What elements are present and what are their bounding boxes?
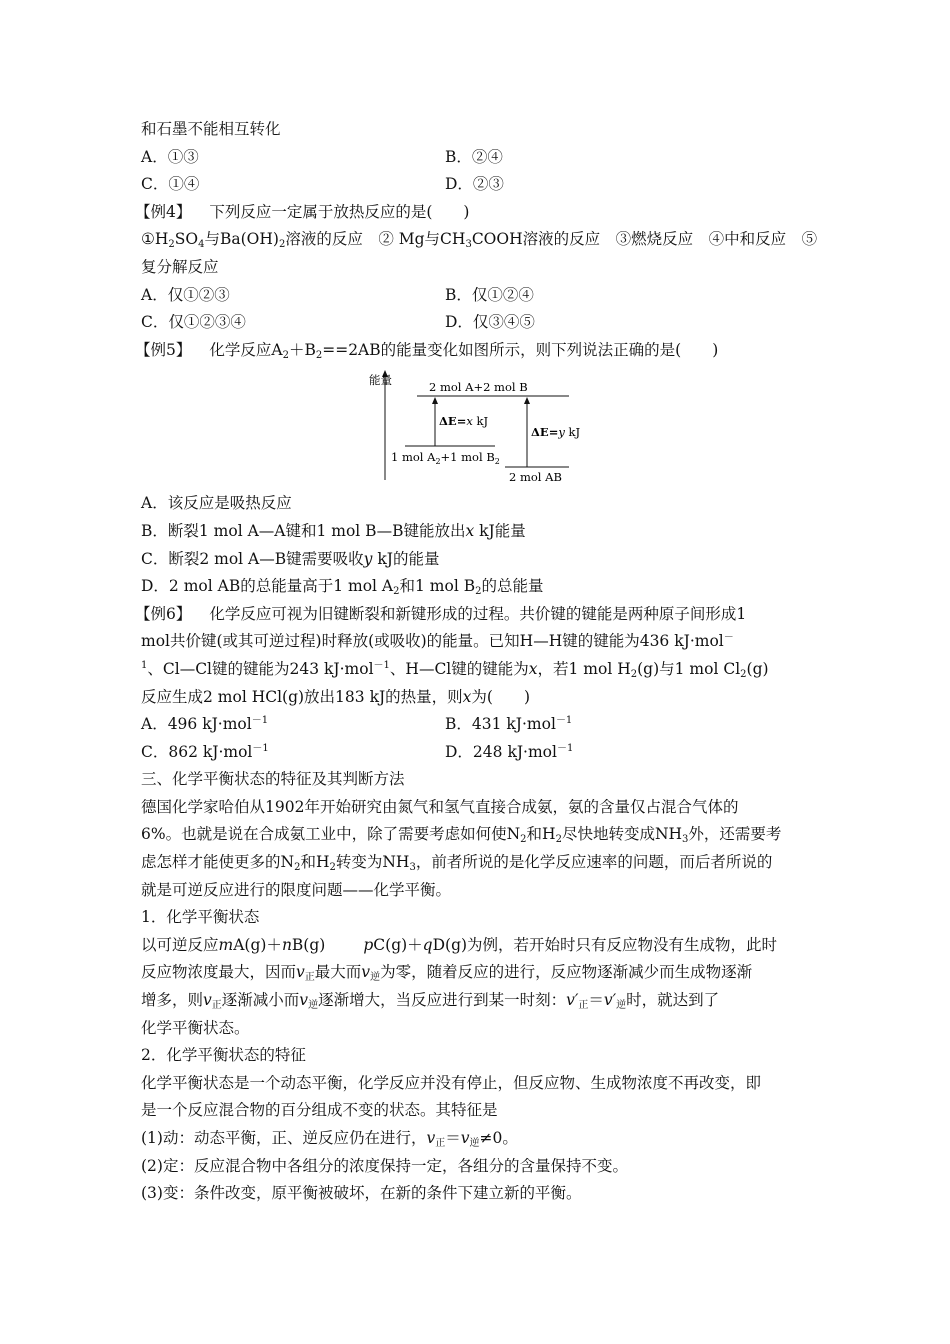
sec3-p2-line4: 化学平衡状态。 — [141, 1018, 250, 1037]
ex6-option-c: C．862 kJ·mol$^{-1}$ — [141, 742, 269, 761]
sec3-p2-line3: 增多，则$v_正$逐渐减小而$v_逆$逐渐增大，当反应进行到某一时刻：$v'_正=v'_逆$时，就达到了 — [141, 991, 720, 1012]
arrow-x-head — [432, 397, 438, 404]
intro-line: 和石墨不能相互转化 — [141, 120, 281, 138]
energy-diagram — [141, 368, 813, 484]
ex4-tag: 【例4】 — [135, 202, 192, 221]
sec3-p3-line1: 化学平衡状态是一个动态平衡，化学反应并没有停止，但反应物、生成物浓度不再改变，即 — [141, 1073, 762, 1092]
ex4-options-row2 — [141, 309, 813, 337]
q3-option-d: D．②③ — [445, 175, 504, 194]
mid-level-label: 1 mol $A_2+1$ mol $B_2$ — [391, 450, 500, 467]
ex5-tag: 【例5】 — [135, 340, 192, 359]
ex4-option-d: D．仅③④⑤ — [445, 313, 535, 332]
section3-title: 三、化学平衡状态的特征及其判断方法 — [141, 770, 405, 789]
feature-2: (2)定：反应混合物中各组分的浓度保持一定，各组分的含量保持不变。 — [141, 1156, 628, 1175]
feature-1: (1)动：动态平衡，正、逆反应仍在进行，$v_正=v_逆\ne 0$。 — [141, 1129, 518, 1149]
ex4-items-line: $①H_2SO_4$与$Ba(OH)_2$溶液的反应 ② Mg与$CH_3COOH$溶液的反应 ③燃烧反应 ④中和反应 ⑤ — [141, 230, 818, 251]
sec3-p3-line2: 是一个反应混合物的百分组成不变的状态。其特征是 — [141, 1101, 498, 1120]
q3-option-b: B．②④ — [445, 147, 503, 166]
ex4-option-c: C．仅①②③④ — [141, 313, 246, 332]
top-level-label: 2 mol A+2 mol B — [429, 380, 528, 395]
bottom-level-label: 2 mol AB — [509, 470, 562, 485]
sec3-p2-line2: 反应物浓度最大，因而$v_正$最大而$v_逆$为零，随着反应的进行，反应物逐渐减少而生成物逐渐 — [141, 963, 753, 984]
ex6-stem-line2: mol共价键(或其可逆过程)时释放(或吸收)的能量。已知H—H键的键能为436 kJ·mol－ — [141, 632, 734, 651]
ex6-option-a: A．496 kJ·mol$^{-1}$ — [141, 715, 269, 734]
arrow-x-label: ΔE=x kJ — [439, 414, 489, 429]
ex4-options — [141, 282, 813, 310]
ex4-question: 下列反应一定属于放热反应的是( ) — [209, 202, 470, 221]
arrow-y-head — [524, 397, 530, 404]
q3-options — [141, 144, 813, 172]
ex6-option-d: D．248 kJ·mol$^{-1}$ — [445, 742, 574, 761]
sec3-p1-line1: 德国化学家哈伯从1902年开始研究由氮气和氢气直接合成氨，氨的含量仅占混合气体的 — [141, 797, 739, 816]
ex4-items-line2: 复分解反应 — [141, 257, 219, 276]
q3-option-a: A．①③ — [141, 147, 199, 166]
ex6-options — [141, 711, 813, 739]
ex5-option-c: C．断裂2 mol A—B键需要吸收y kJ的能量 — [141, 549, 440, 568]
ex5-stem: 【例5】 化学反应$A_2+B_2==2AB$的能量变化如图所示，则下列说法正确的是( ) — [135, 340, 719, 361]
sec3-p1-line2: 6%。也就是说在合成氨工业中，除了需要考虑如何使$N_2$和$H_2$尽快地转变成$NH_3$外，还需要考 — [141, 825, 782, 846]
energy-diagram-svg — [369, 368, 589, 484]
ex5-option-a: A．该反应是吸热反应 — [141, 494, 292, 513]
ex4-option-b: B．仅①②④ — [445, 285, 534, 304]
q3-options-row2 — [141, 171, 813, 199]
ex6-stem-line4: 反应生成2 mol HCl(g)放出183 kJ的热量，则x为( ) — [141, 687, 531, 706]
feature-3: (3)变：条件改变，原平衡被破坏，在新的条件下建立新的平衡。 — [141, 1184, 582, 1203]
sec3-p1-line3: 虑怎样才能使更多的$N_2$和$H_2$转变为$NH_3$，前者所说的是化学反应速率的问题，而后者所说的 — [141, 853, 773, 874]
ex6-tag: 【例6】 — [135, 604, 192, 623]
ex6-options-row2 — [141, 739, 813, 767]
ex4-option-a: A．仅①②③ — [141, 285, 230, 304]
arrow-y-label: ΔE=y kJ — [531, 425, 581, 440]
q3-option-c: C．①④ — [141, 175, 200, 194]
ex5-option-b: B．断裂1 mol A—A键和1 mol B—B键能放出x kJ能量 — [141, 521, 526, 540]
ex5-option-d: D．2 mol AB的总能量高于1 mol $A_2$和1 mol $B_2$的总能量 — [141, 577, 544, 598]
document-page — [135, 116, 818, 1208]
sec3-p2-line1: 以可逆反应mA(g)＋nB(g) pC(g)＋qD(g)为例，若开始时只有反应物没有生成物，此时 — [141, 935, 778, 954]
ex6-stem-line1: 【例6】 化学反应可视为旧键断裂和新键形成的过程。共价键的键能是两种原子间形成1 — [135, 604, 747, 623]
subsection1-title: 1．化学平衡状态 — [141, 908, 260, 927]
sec3-p1-line4: 就是可逆反应进行的限度问题——化学平衡。 — [141, 880, 452, 899]
y-axis-label-1 — [369, 373, 392, 387]
ex6-option-b: B．431 kJ·mol$^{-1}$ — [445, 715, 573, 734]
ex6-stem-line3: $^1$、Cl—Cl键的键能为243 kJ·mol$^{-1}$、H—Cl键的键能为x，若1 mol $H_2(g)$与1 mol $Cl_2(g)$ — [141, 659, 769, 680]
ex4-stem — [135, 199, 813, 227]
subsection2-title: 2．化学平衡状态的特征 — [141, 1046, 306, 1065]
y-axis-label: 能量 — [369, 373, 392, 388]
